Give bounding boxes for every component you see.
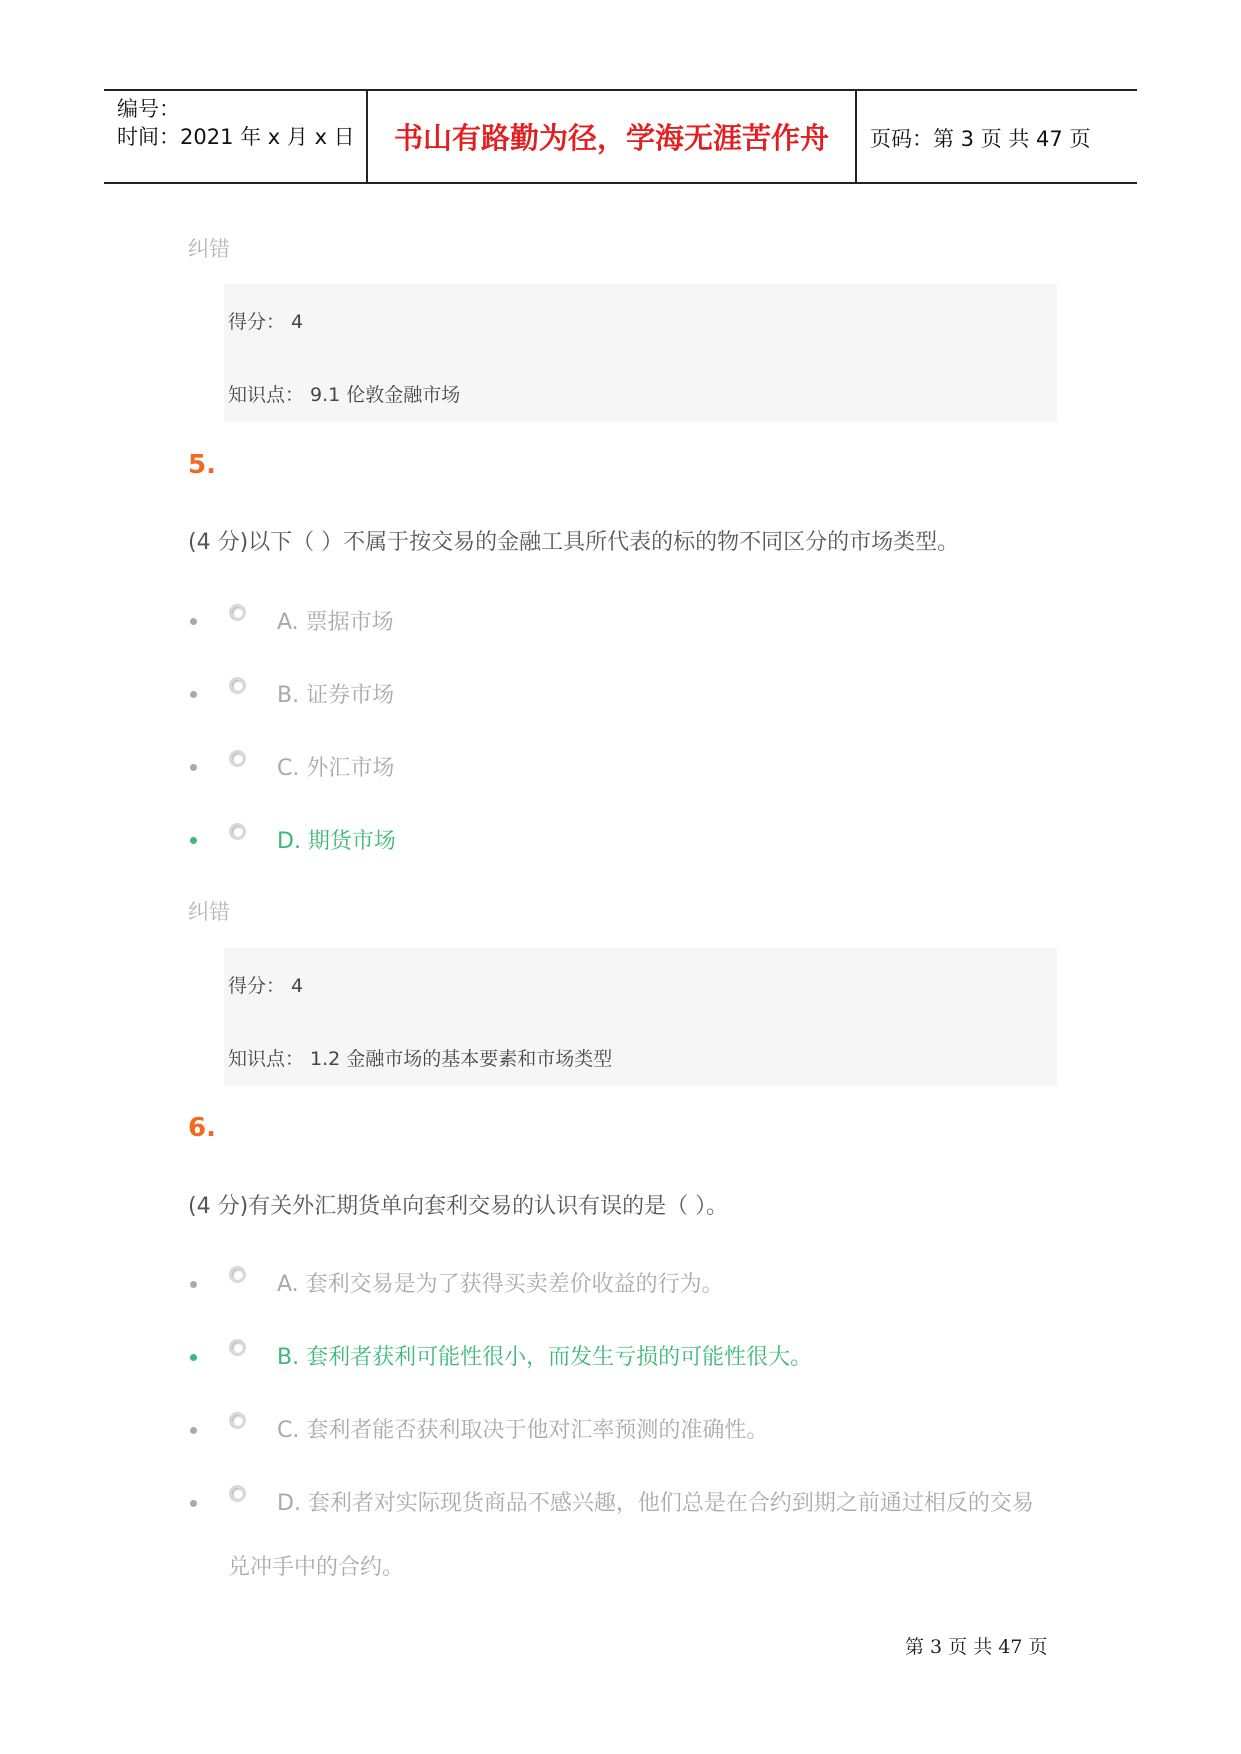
- radio-button-icon[interactable]: [229, 1485, 246, 1502]
- knowledge-point-text: 知识点： 1.2 金融市场的基本要素和市场类型: [228, 1048, 613, 1070]
- score-text: 得分： 4: [228, 311, 304, 333]
- page-footer: 第 3 页 共 47 页: [905, 1636, 1048, 1658]
- radio-button-icon[interactable]: [229, 750, 246, 767]
- bullet-icon: [190, 1500, 197, 1507]
- option-label-continuation: 兑冲手中的合约。: [228, 1555, 405, 1580]
- radio-button-icon[interactable]: [229, 1266, 246, 1283]
- question-text: (4 分)有关外汇期货单向套利交易的认识有误的是（ ）。: [188, 1194, 729, 1219]
- header-time-label: 时间：2021 年 x 月 x 日: [117, 125, 355, 149]
- header-number-label: 编号：: [117, 97, 180, 121]
- report-error-link[interactable]: 纠错: [188, 237, 230, 261]
- report-error-link[interactable]: 纠错: [188, 900, 230, 924]
- radio-button-icon[interactable]: [229, 604, 246, 621]
- radio-button-icon[interactable]: [229, 1412, 246, 1429]
- bullet-icon: [190, 1427, 197, 1434]
- bullet-icon: [190, 1281, 197, 1288]
- option-label: C. 套利者能否获利取决于他对汇率预测的准确性。: [277, 1418, 769, 1443]
- radio-button-icon[interactable]: [229, 677, 246, 694]
- bullet-icon: [190, 691, 197, 698]
- header-motto: 书山有路勤为径，学海无涯苦作舟: [393, 121, 829, 155]
- question-text: (4 分)以下（ ）不属于按交易的金融工具所代表的标的物不同区分的市场类型。: [188, 530, 960, 555]
- option-label: B. 套利者获利可能性很小，而发生亏损的可能性很大。: [277, 1345, 813, 1370]
- score-text: 得分： 4: [228, 975, 304, 997]
- radio-button-icon[interactable]: [229, 823, 246, 840]
- bullet-icon: [190, 618, 197, 625]
- option-label: C. 外汇市场: [277, 756, 395, 781]
- header-divider-right: [855, 89, 857, 184]
- bullet-icon: [190, 764, 197, 771]
- radio-button-icon[interactable]: [229, 1339, 246, 1356]
- option-label: D. 期货市场: [277, 829, 396, 854]
- header-page-code: 页码：第 3 页 共 47 页: [870, 127, 1091, 151]
- option-label: D. 套利者对实际现货商品不感兴趣，他们总是在合约到期之前通过相反的交易: [277, 1491, 1034, 1516]
- bullet-icon: [190, 837, 197, 844]
- question-number: 6.: [188, 1113, 216, 1143]
- bullet-icon: [190, 1354, 197, 1361]
- option-label: B. 证券市场: [277, 683, 395, 708]
- knowledge-point-text: 知识点： 9.1 伦敦金融市场: [228, 384, 461, 406]
- question-number: 5.: [188, 450, 216, 480]
- option-label: A. 票据市场: [277, 610, 394, 635]
- option-label: A. 套利交易是为了获得买卖差价收益的行为。: [277, 1272, 724, 1297]
